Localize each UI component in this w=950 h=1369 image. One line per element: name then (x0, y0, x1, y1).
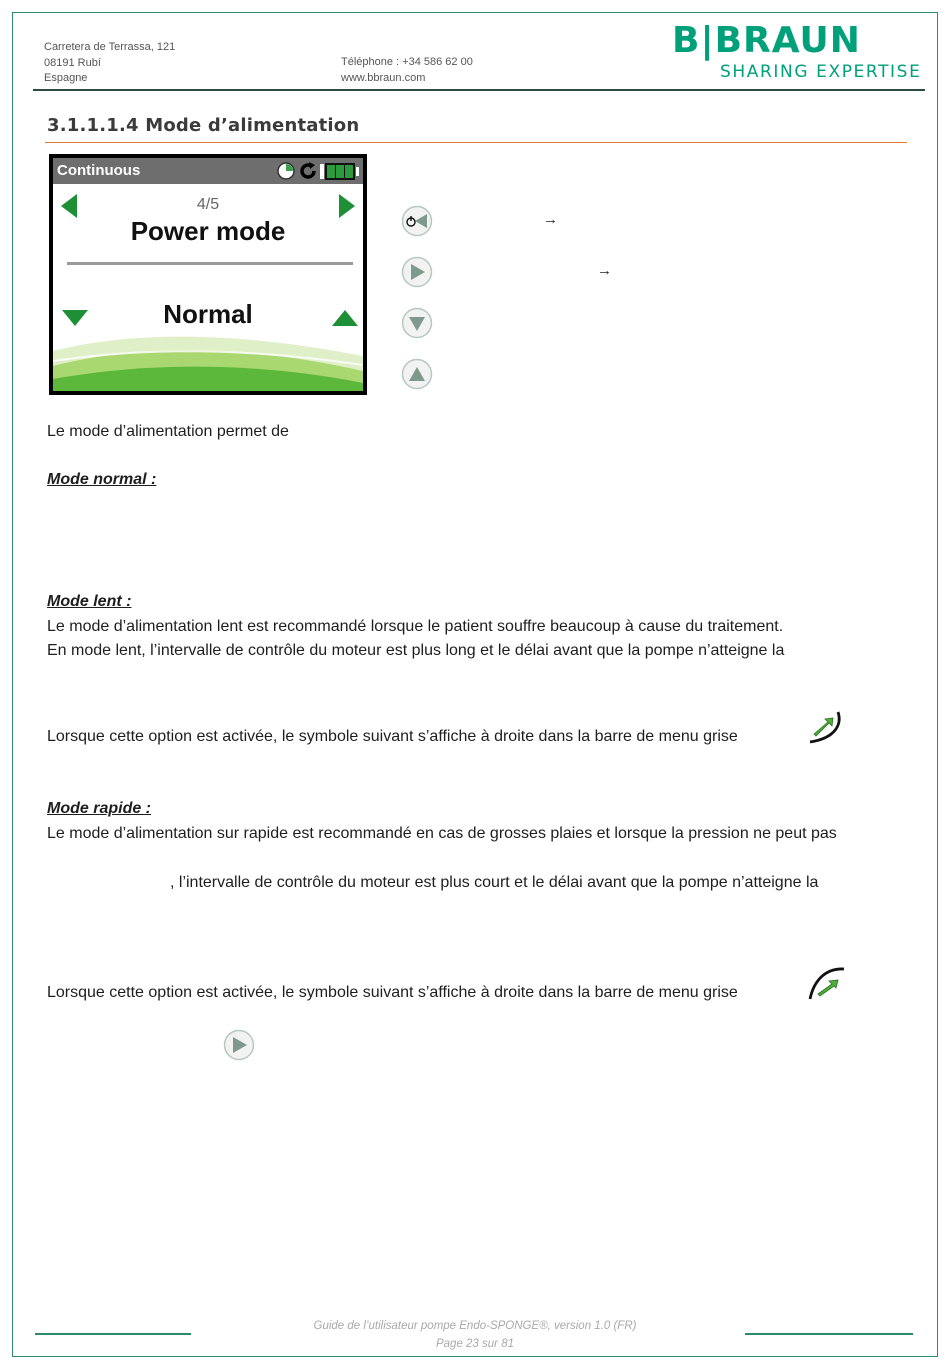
down-key-icon (401, 307, 433, 339)
phone-text: Téléphone : +34 586 62 00 (341, 56, 473, 68)
footer-title: Guide de l’utilisateur pompe Endo-SPONGE®, version 1.0 (FR) (313, 1320, 637, 1332)
device-menu-bar (53, 158, 363, 184)
website-text: www.bbraun.com (341, 71, 426, 84)
device-status-label: Continuous (57, 162, 141, 179)
right-key-icon (223, 1029, 255, 1061)
fast-mode-text: Le mode d’alimentation sur rapide est recommandé en cas de grosses plaies et lorsque la pression ne peut pas (47, 825, 837, 842)
normal-mode-heading: Mode normal : (47, 471, 157, 488)
fast-mode-heading: Mode rapide : (47, 800, 152, 817)
power-back-key-icon (401, 205, 433, 237)
intro-paragraph: Le mode d’alimentation permet de (47, 423, 289, 440)
key-arrow: → (597, 262, 612, 279)
slow-mode-text: En mode lent, l’intervalle de contrôle du moteur est plus long et le délai avant que la pompe n’atteigne la (47, 642, 785, 659)
address-line: Espagne (44, 72, 88, 84)
header-divider (33, 89, 925, 91)
slow-symbol-text: Lorsque cette option est activée, le symbole suivant s’affiche à droite dans la barre de menu grise (47, 728, 738, 745)
device-menu-title: Power mode (130, 216, 286, 246)
footer-rule-right (745, 1333, 913, 1335)
logo-tagline: SHARING EXPERTISE (720, 62, 922, 82)
page-number: Page 23 sur 81 (435, 1338, 514, 1350)
bbraun-logo: B|BRAUN (672, 20, 861, 61)
device-page-counter: 4/5 (196, 196, 220, 213)
device-screen (49, 154, 367, 395)
fast-mode-text: , l’intervalle de contrôle du moteur est plus court et le délai avant que la pompe n’atteigne la (170, 874, 819, 891)
up-key-icon (401, 358, 433, 390)
right-key-icon (401, 256, 433, 288)
slow-mode-icon (806, 710, 846, 746)
slow-mode-text: Le mode d’alimentation lent est recommandé lorsque le patient souffre beaucoup à cause du traitement. (47, 618, 784, 635)
fast-symbol-text: Lorsque cette option est activée, le symbole suivant s’affiche à droite dans la barre de menu grise (47, 984, 738, 1001)
fast-mode-icon (806, 966, 846, 1002)
key-arrow: → (543, 211, 558, 228)
slow-mode-heading: Mode lent : (47, 593, 132, 610)
device-selected-value: Normal (163, 299, 253, 329)
battery-icon (319, 162, 361, 181)
address-block (44, 40, 175, 87)
section-heading: 3.1.1.1.4 Mode d’alimentation (47, 115, 360, 136)
footer-rule-left (35, 1333, 191, 1335)
device-wave-decoration (53, 321, 363, 391)
clock-icon (277, 162, 295, 180)
refresh-icon (298, 161, 318, 181)
contact-block (341, 55, 473, 86)
device-divider (67, 262, 353, 265)
heading-underline (45, 142, 907, 143)
address-line: Carretera de Terrassa, 121 (44, 41, 176, 53)
address-line: 08191 Rubí (44, 56, 101, 69)
